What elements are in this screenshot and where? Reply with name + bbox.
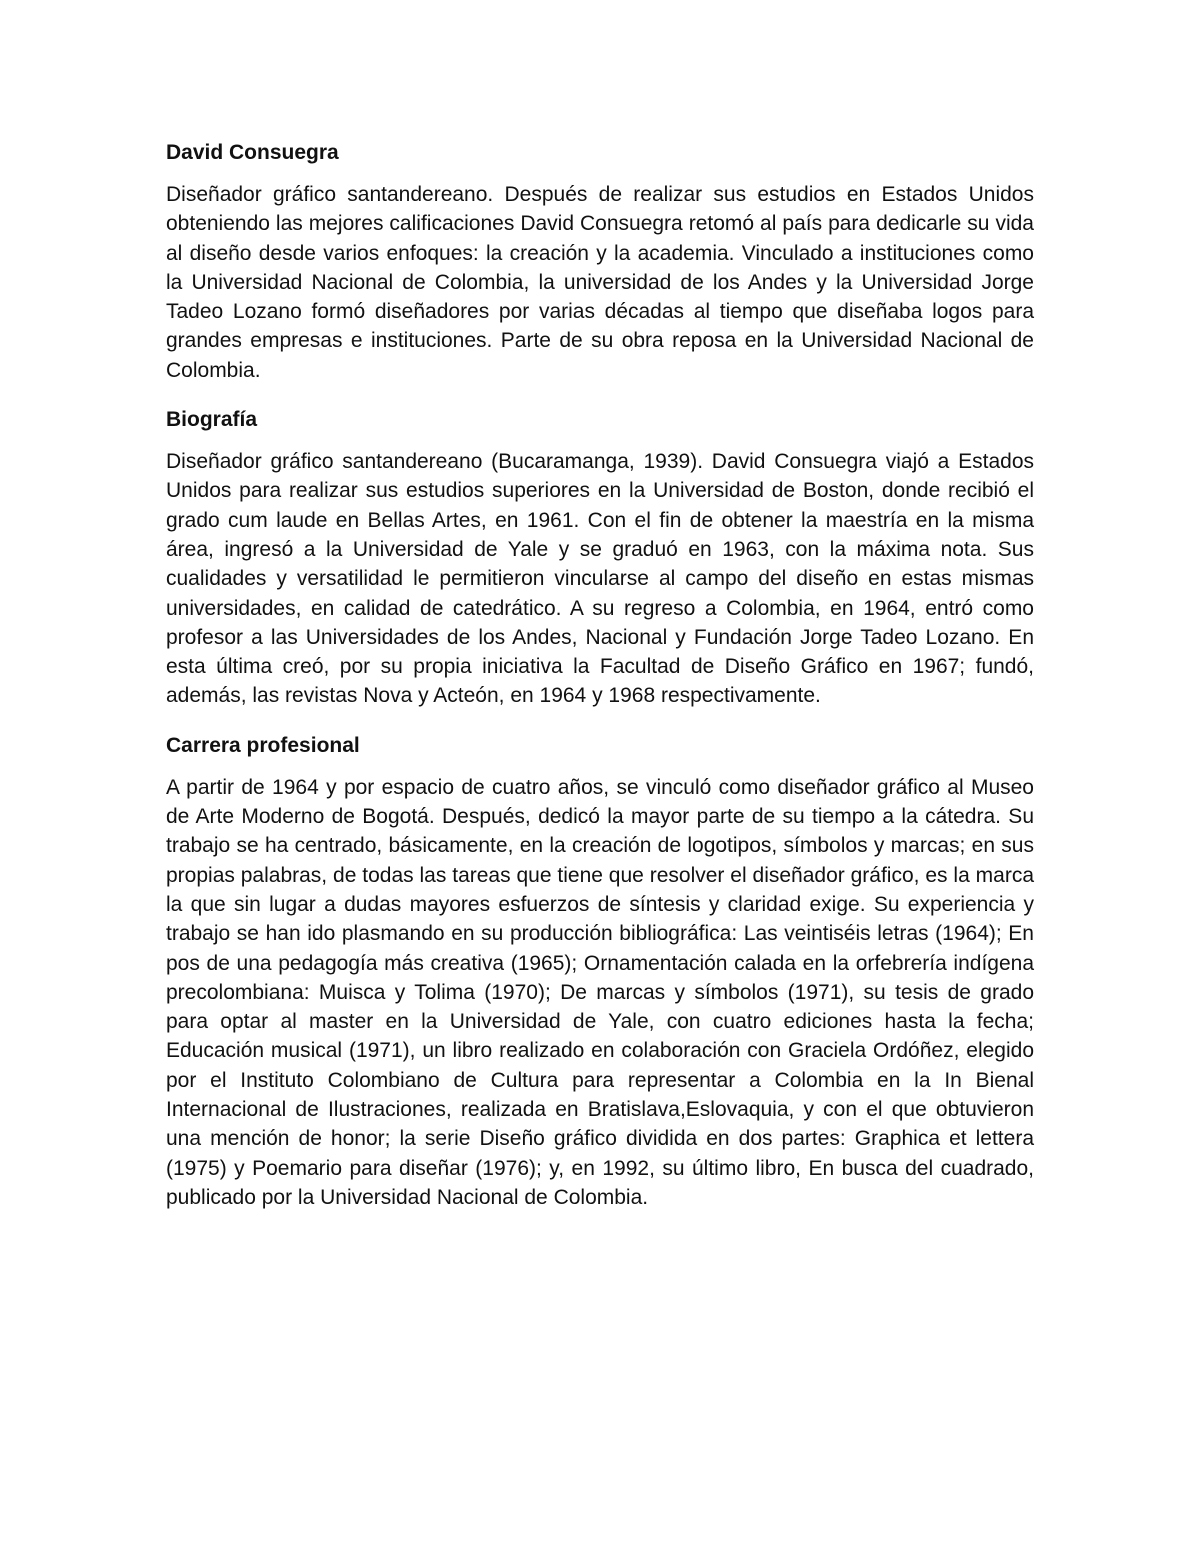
section-heading-carrera-profesional: Carrera profesional xyxy=(166,733,360,757)
document-page xyxy=(166,138,1034,1232)
document-title: David Consuegra xyxy=(166,141,339,164)
section-body-biografia: Diseñador gráfico santandereano (Bucaramanga, 1939). David Consuegra viajó a Estados Unidos para realizar sus estudios superiores en la Universidad de Boston, donde recibió el grado cum laude en Bellas Artes, en 1961. Con el fin de obtener la maestría en la misma área, ingresó a la Universidad de Yale y se graduó en 1963, con la máxima nota. Sus cualidades y versatilidad le permitieron vincularse al campo del diseño en estas mismas universidades, en calidad de catedrático. A su regreso a Colombia, en 1964, entró como profesor a las Universidades de los Andes, Nacional y Fundación Jorge Tadeo Lozano. En esta última creó, por su propia iniciativa la Facultad de Diseño Gráfico en 1967; fundó, además, las revistas Nova y Acteón, en 1964 y 1968 respectivamente. xyxy=(166,450,1034,708)
intro-paragraph: Diseñador gráfico santandereano. Después de realizar sus estudios en Estados Unidos obteniendo las mejores calificaciones David Consuegra retomó al país para dedicarle su vida al diseño desde varios enfoques: la creación y la academia. Vinculado a instituciones como la Universidad Nacional de Colombia, la universidad de los Andes y la Universidad Jorge Tadeo Lozano formó diseñadores por varias décadas al tiempo que diseñaba logos para grandes empresas e instituciones. Parte de su obra reposa en la Universidad Nacional de Colombia. xyxy=(166,183,1034,382)
section-body-carrera-profesional: A partir de 1964 y por espacio de cuatro años, se vinculó como diseñador gráfico al Museo de Arte Moderno de Bogotá. Después, dedicó la mayor parte de su tiempo a la cátedra. Su trabajo se ha centrado, básicamente, en la creación de logotipos, símbolos y marcas; en sus propias palabras, de todas las tareas que tiene que resolver el diseñador gráfico, es la marca la que sin lugar a dudas mayores esfuerzos de síntesis y claridad exige. Su experiencia y trabajo se han ido plasmando en su producción bibliográfica: Las veintiséis letras (1964); En pos de una pedagogía más creativa (1965); Ornamentación calada en la orfebrería indígena precolombiana: Muisca y Tolima (1970); De marcas y símbolos (1971), su tesis de grado para optar al master en la Universidad de Yale, con cuatro ediciones hasta la fecha; Educación musical (1971), un libro realizado en colaboración con Graciela Ordóñez, elegido por el Instituto Colombiano de Cultura para representar a Colombia en la In Bienal Internacional de Ilustraciones, realizada en Bratislava,Eslovaquia, y con el que obtuvieron una mención de honor; la serie Diseño gráfico dividida en dos partes: Graphica et lettera (1975) y Poemario para diseñar (1976); y, en 1992, su último libro, En busca del cuadrado, publicado por la Universidad Nacional de Colombia. xyxy=(166,775,1034,1209)
section-heading-biografia: Biografía xyxy=(166,408,258,432)
